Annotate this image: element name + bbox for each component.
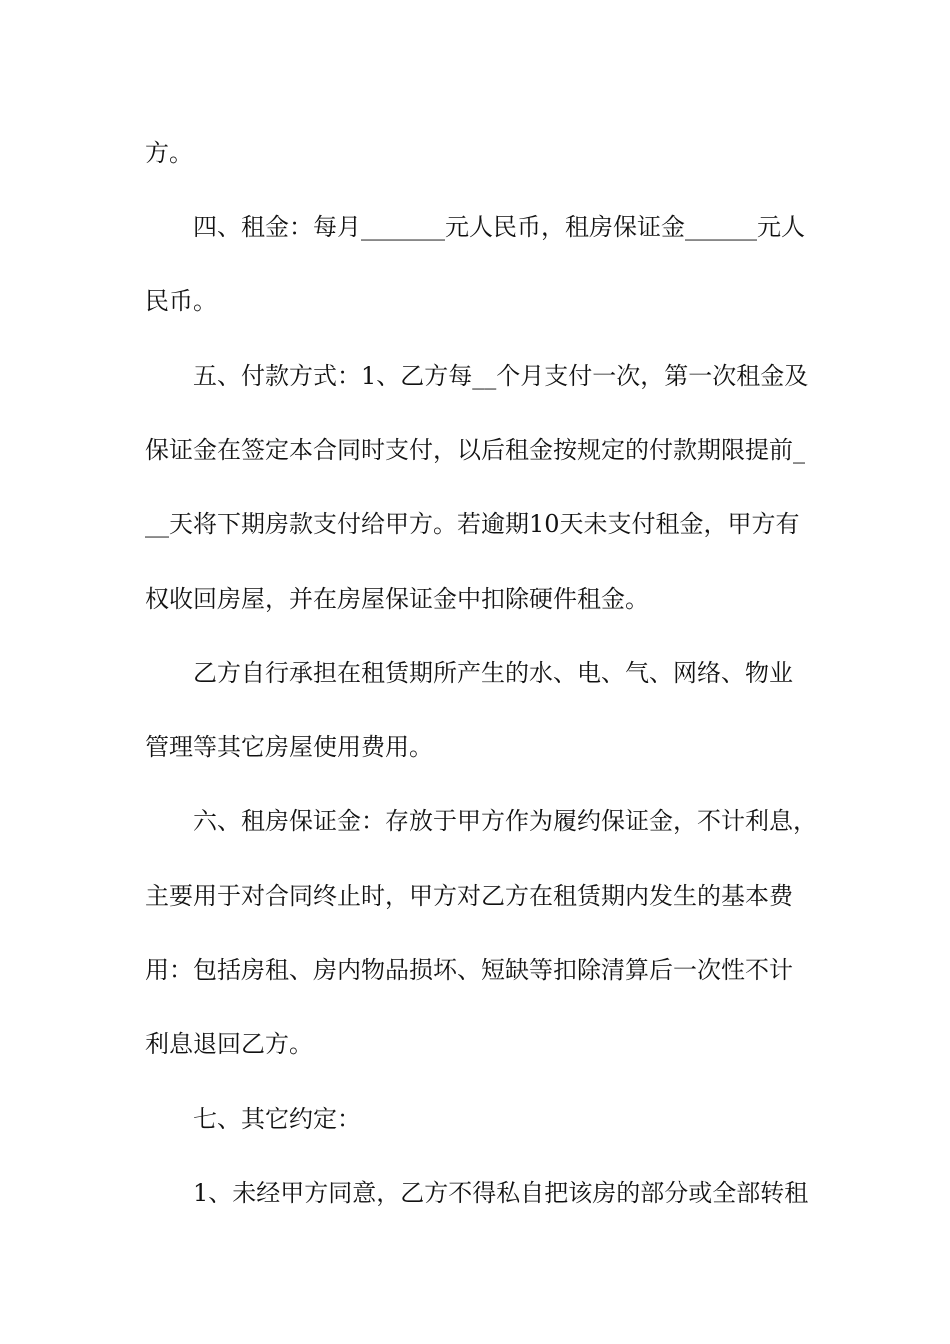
text-line: 方。 bbox=[145, 139, 193, 167]
text-line: 用：包括房租、房内物品损坏、短缺等扣除清算后一次性不计 bbox=[145, 956, 793, 984]
text-line: 权收回房屋，并在房屋保证金中扣除硬件租金。 bbox=[145, 585, 649, 613]
text-line: 利息退回乙方。 bbox=[145, 1030, 313, 1058]
text-line: 民币。 bbox=[145, 287, 217, 315]
text-line-term-1: 1、未经甲方同意，乙方不得私自把该房的部分或全部转租 bbox=[193, 1179, 809, 1207]
text-line-deposit: 六、租房保证金：存放于甲方作为履约保证金，不计利息， bbox=[193, 807, 817, 835]
text-line: 主要用于对合同终止时，甲方对乙方在租赁期内发生的基本费 bbox=[145, 882, 793, 910]
text-line: 保证金在签定本合同时支付，以后租金按规定的付款期限提前_ bbox=[145, 436, 805, 464]
text-line-payment: 五、付款方式：1、乙方每__个月支付一次，第一次租金及 bbox=[193, 362, 809, 390]
text-line: 管理等其它房屋使用费用。 bbox=[145, 733, 433, 761]
text-line-other-terms: 七、其它约定： bbox=[193, 1105, 361, 1133]
text-line: __天将下期房款支付给甲方。若逾期10天未支付租金，甲方有 bbox=[145, 510, 800, 538]
text-line-rent: 四、租金：每月_______元人民币，租房保证金______元人 bbox=[193, 213, 805, 241]
text-line-utilities: 乙方自行承担在租赁期所产生的水、电、气、网络、物业 bbox=[193, 659, 793, 687]
